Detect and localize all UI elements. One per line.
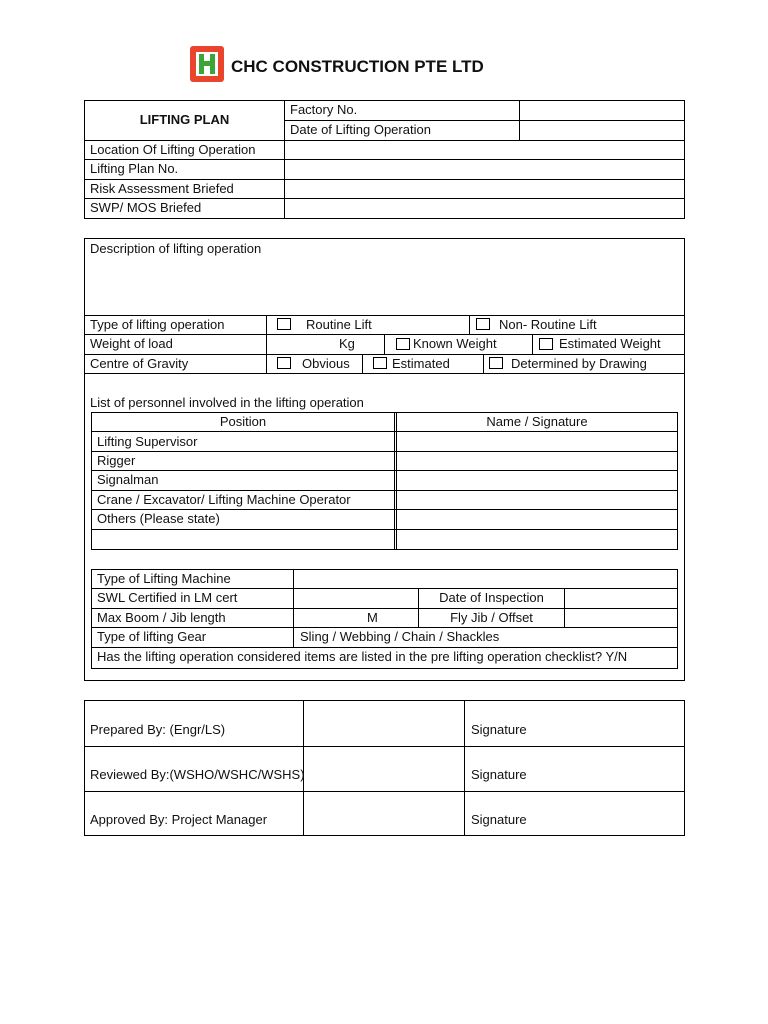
approved-signature-label: Signature <box>471 812 527 827</box>
reviewed-by-name-field[interactable] <box>304 747 464 791</box>
type-of-gear-value: Sling / Webbing / Chain / Shackles <box>300 629 500 644</box>
type-of-machine-label: Type of Lifting Machine <box>97 571 231 586</box>
lifting-plan-no-label: Lifting Plan No. <box>90 161 179 176</box>
personnel-row-operator: Crane / Excavator/ Lifting Machine Operator <box>97 492 351 507</box>
personnel-row-others: Others (Please state) <box>97 511 220 526</box>
position-column-header: Position <box>219 414 267 429</box>
risk-assessment-label: Risk Assessment Briefed <box>90 181 234 196</box>
personnel-heading: List of personnel involved in the lifting operation <box>90 395 364 410</box>
date-of-operation-label: Date of Lifting Operation <box>290 122 431 137</box>
location-field[interactable] <box>285 141 684 159</box>
factory-no-label: Factory No. <box>290 102 358 117</box>
swl-field[interactable] <box>294 589 417 608</box>
lifting-supervisor-signature-field[interactable] <box>397 432 677 451</box>
routine-lift-checkbox[interactable] <box>277 318 291 330</box>
reviewed-by-label: Reviewed By:(WSHO/WSHC/WSHS) <box>90 767 305 782</box>
reviewed-signature-label: Signature <box>471 767 527 782</box>
date-of-inspection-label: Date of Inspection <box>439 590 544 605</box>
company-logo-icon <box>189 45 225 83</box>
others-signature-field[interactable] <box>397 510 677 529</box>
estimated-label: Estimated <box>392 356 450 371</box>
description-label: Description of lifting operation <box>90 241 262 256</box>
obvious-label: Obvious <box>302 356 350 371</box>
routine-lift-label: Routine Lift <box>306 317 372 332</box>
estimated-checkbox[interactable] <box>373 357 387 369</box>
swl-label: SWL Certified in LM cert <box>97 590 238 605</box>
non-routine-lift-label: Non- Routine Lift <box>499 317 597 332</box>
determined-by-drawing-label: Determined by Drawing <box>511 356 647 371</box>
company-name: CHC CONSTRUCTION PTE LTD <box>231 57 484 76</box>
prepared-by-label: Prepared By: (Engr/LS) <box>90 722 226 737</box>
known-weight-checkbox[interactable] <box>396 338 410 350</box>
risk-assessment-field[interactable] <box>285 180 684 198</box>
m-unit: M <box>367 610 378 625</box>
non-routine-lift-checkbox[interactable] <box>476 318 490 330</box>
checklist-question: Has the lifting operation considered items are listed in the pre lifting operation checklist? Y/N <box>97 649 628 664</box>
name-signature-column-header: Name / Signature <box>486 414 588 429</box>
date-of-inspection-field[interactable] <box>565 589 677 608</box>
estimated-weight-checkbox[interactable] <box>539 338 553 350</box>
approved-by-label: Approved By: Project Manager <box>90 812 268 827</box>
type-of-operation-label: Type of lifting operation <box>90 317 225 332</box>
prepared-signature-label: Signature <box>471 722 527 737</box>
lifting-plan-no-field[interactable] <box>285 160 684 179</box>
lifting-plan-title: LIFTING PLAN <box>139 112 230 127</box>
location-label: Location Of Lifting Operation <box>90 142 256 157</box>
personnel-row-rigger: Rigger <box>97 453 136 468</box>
swp-mos-field[interactable] <box>285 199 684 218</box>
other-signature-field[interactable] <box>397 530 677 549</box>
type-of-machine-field[interactable] <box>294 570 677 588</box>
personnel-row-lifting-supervisor: Lifting Supervisor <box>97 434 198 449</box>
obvious-checkbox[interactable] <box>277 357 291 369</box>
centre-of-gravity-label: Centre of Gravity <box>90 356 189 371</box>
fly-jib-field[interactable] <box>565 609 677 627</box>
max-boom-label: Max Boom / Jib length <box>97 610 226 625</box>
description-field[interactable] <box>90 260 680 314</box>
weight-of-load-label: Weight of load <box>90 336 173 351</box>
approved-by-name-field[interactable] <box>304 792 464 835</box>
prepared-by-name-field[interactable] <box>304 701 464 746</box>
max-boom-field[interactable] <box>294 609 364 627</box>
signalman-signature-field[interactable] <box>397 471 677 490</box>
date-of-operation-field[interactable] <box>520 121 684 140</box>
other-position-field[interactable] <box>92 530 394 549</box>
swp-mos-label: SWP/ MOS Briefed <box>90 200 202 215</box>
estimated-weight-label: Estimated Weight <box>559 336 661 351</box>
determined-by-drawing-checkbox[interactable] <box>489 357 503 369</box>
factory-no-field[interactable] <box>520 101 684 120</box>
known-weight-label: Known Weight <box>413 336 497 351</box>
weight-value-field[interactable] <box>267 335 337 353</box>
fly-jib-label: Fly Jib / Offset <box>450 610 533 625</box>
type-of-gear-label: Type of lifting Gear <box>97 629 207 644</box>
personnel-row-signalman: Signalman <box>97 472 159 487</box>
kg-unit: Kg <box>339 336 355 351</box>
rigger-signature-field[interactable] <box>397 452 677 470</box>
operator-signature-field[interactable] <box>397 491 677 509</box>
